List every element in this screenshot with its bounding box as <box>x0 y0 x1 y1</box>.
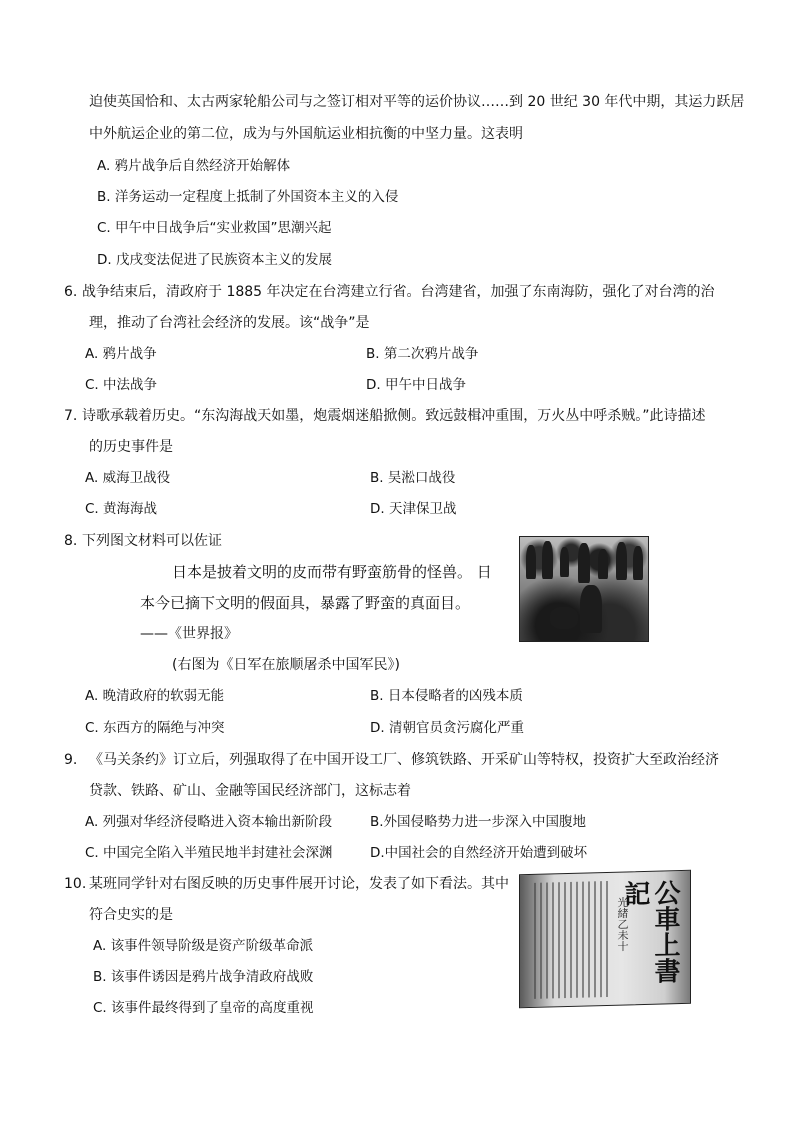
q6-option-a[interactable]: A. 鸦片战争 <box>85 346 157 362</box>
q10-option-b[interactable]: B. 该事件诱因是鸦片战争清政府战败 <box>93 969 314 985</box>
q8-option-a[interactable]: A. 晚清政府的软弱无能 <box>85 688 225 704</box>
q5-option-b[interactable]: B. 洋务运动一定程度上抵制了外国资本主义的入侵 <box>97 189 399 205</box>
q6-option-d[interactable]: D. 甲午中日战争 <box>366 377 466 393</box>
q8-line-1: 下列图文材料可以佐证 <box>82 533 222 549</box>
q10-option-a[interactable]: A. 该事件领导阶级是资产阶级革命派 <box>93 938 314 954</box>
q9-option-d[interactable]: D.中国社会的自然经济开始遭到破坏 <box>370 845 588 861</box>
q9-number: 9. <box>64 752 78 768</box>
q8-quote-line-1: 日本是披着文明的皮而带有野蛮筋骨的怪兽。 日 <box>172 563 492 581</box>
q5-option-a[interactable]: A. 鸦片战争后自然经济开始解体 <box>97 158 291 174</box>
q9-option-c[interactable]: C. 中国完全陷入半殖民地半封建社会深渊 <box>85 845 333 861</box>
q8-quote-line-2: 本今已摘下文明的假面具，暴露了野蛮的真面目。 <box>140 594 471 612</box>
q8-option-c[interactable]: C. 东西方的隔绝与冲突 <box>85 720 225 736</box>
q9-option-a[interactable]: A. 列强对华经济侵略进入资本输出新阶段 <box>85 814 333 830</box>
q7-option-b[interactable]: B. 吴淞口战役 <box>370 470 456 486</box>
q10-line-2: 符合史实的是 <box>89 907 173 923</box>
q8-quote-source: ——《世界报》 <box>140 626 238 642</box>
q8-image-caption: (右图为《日军在旅顺屠杀中国军民》) <box>172 657 400 673</box>
q7-option-d[interactable]: D. 天津保卫战 <box>370 501 457 517</box>
q8-number: 8. <box>64 533 78 549</box>
q9-line-1: 《马关条约》订立后，列强取得了在中国开设工厂、修筑铁路、开采矿山等特权，投资扩大至政治经济 <box>89 752 719 768</box>
q6-option-b[interactable]: B. 第二次鸦片战争 <box>366 346 479 362</box>
q6-line-1: 战争结束后，清政府于 1885 年决定在台湾建立行省。台湾建省，加强了东南海防，强化了对台湾的治 <box>82 284 715 300</box>
q7-line-2: 的历史事件是 <box>89 439 173 455</box>
massacre-photo <box>519 536 649 642</box>
document-text-columns <box>534 881 612 999</box>
q7-number: 7. <box>64 408 78 424</box>
document-subtitle: 光緒乙未十 <box>616 896 629 952</box>
q6-option-c[interactable]: C. 中法战争 <box>85 377 158 393</box>
q10-number: 10. <box>64 876 87 892</box>
q5-option-c[interactable]: C. 甲午中日战争后“实业救国”思潮兴起 <box>97 220 332 236</box>
q10-line-1: 某班同学针对右图反映的历史事件展开讨论，发表了如下看法。其中 <box>89 876 509 892</box>
q8-option-b[interactable]: B. 日本侵略者的凶残本质 <box>370 688 523 704</box>
q6-line-2: 理，推动了台湾社会经济的发展。该“战争”是 <box>89 315 370 331</box>
q10-option-c[interactable]: C. 该事件最终得到了皇帝的高度重视 <box>93 1000 314 1016</box>
q5-option-d[interactable]: D. 戊戌变法促进了民族资本主义的发展 <box>97 252 332 268</box>
q6-number: 6. <box>64 284 78 300</box>
q9-option-b[interactable]: B.外国侵略势力进一步深入中国腹地 <box>370 814 587 830</box>
q7-option-c[interactable]: C. 黄海海战 <box>85 501 158 517</box>
q7-option-a[interactable]: A. 威海卫战役 <box>85 470 171 486</box>
q5-line-1: 迫使英国恰和、太古两家轮船公司与之签订相对平等的运价协议……到 20 世纪 30 年代中期，其运力跃居 <box>89 94 745 110</box>
gongche-shangshu-document-photo <box>519 870 691 1009</box>
q5-line-2: 中外航运企业的第二位，成为与外国航运业相抗衡的中坚力量。这表明 <box>89 126 523 142</box>
q8-option-d[interactable]: D. 清朝官员贪污腐化严重 <box>370 720 524 736</box>
q9-line-2: 贷款、铁路、矿山、金融等国民经济部门，这标志着 <box>89 783 411 799</box>
q7-line-1: 诗歌承载着历史。“东沟海战天如墨，炮震烟迷船掀侧。致远鼓楫冲重围，万火丛中呼杀贼。”此诗描述 <box>82 408 706 424</box>
document-title: 公車上書記 <box>620 879 680 984</box>
